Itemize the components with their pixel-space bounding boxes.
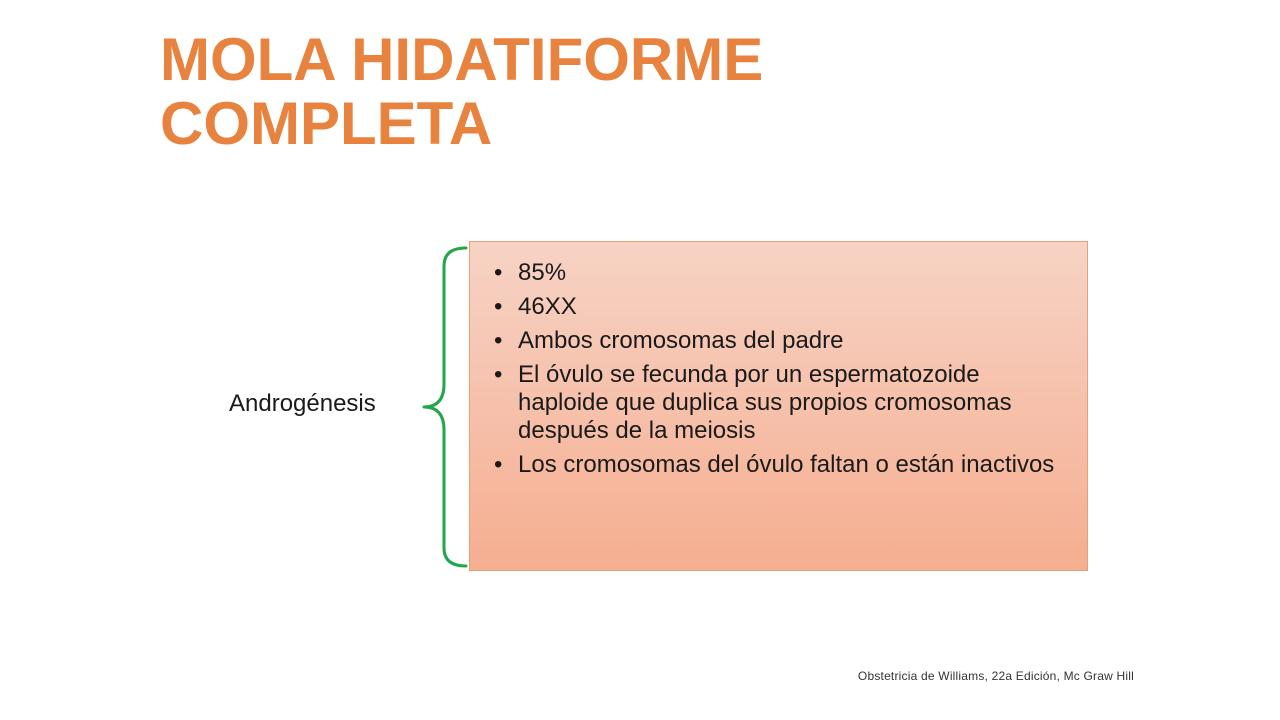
androgenesis-label: Androgénesis	[229, 390, 376, 417]
citation: Obstetricia de Williams, 22a Edición, Mc Graw Hill	[857, 669, 1134, 683]
list-item-text: El óvulo se fecunda por un espermatozoide haploide que duplica sus propios cromosomas después de la meiosis	[518, 361, 1012, 444]
slide-title-line-2: COMPLETA	[160, 90, 493, 157]
curly-brace-icon	[418, 244, 474, 570]
list-item	[494, 361, 1064, 445]
bullet-icon: •	[494, 361, 503, 388]
bullet-icon: •	[494, 259, 503, 286]
slide-title	[160, 28, 763, 156]
characteristics-list	[494, 259, 1064, 485]
list-item-text: Los cromosomas del óvulo faltan o están inactivos	[518, 451, 1055, 478]
list-item-text: 85%	[518, 259, 567, 286]
curly-brace-path	[424, 248, 466, 566]
list-item-text: 46XX	[518, 293, 577, 320]
list-item	[494, 451, 1064, 479]
bullet-icon: •	[494, 293, 503, 320]
list-item	[494, 259, 1064, 287]
list-item-text: Ambos cromosomas del padre	[518, 327, 844, 354]
characteristics-box	[469, 241, 1088, 571]
bullet-icon: •	[494, 451, 503, 478]
list-item	[494, 327, 1064, 355]
list-item	[494, 293, 1064, 321]
slide-title-line-1: MOLA HIDATIFORME	[160, 26, 764, 93]
bullet-icon: •	[494, 327, 503, 354]
